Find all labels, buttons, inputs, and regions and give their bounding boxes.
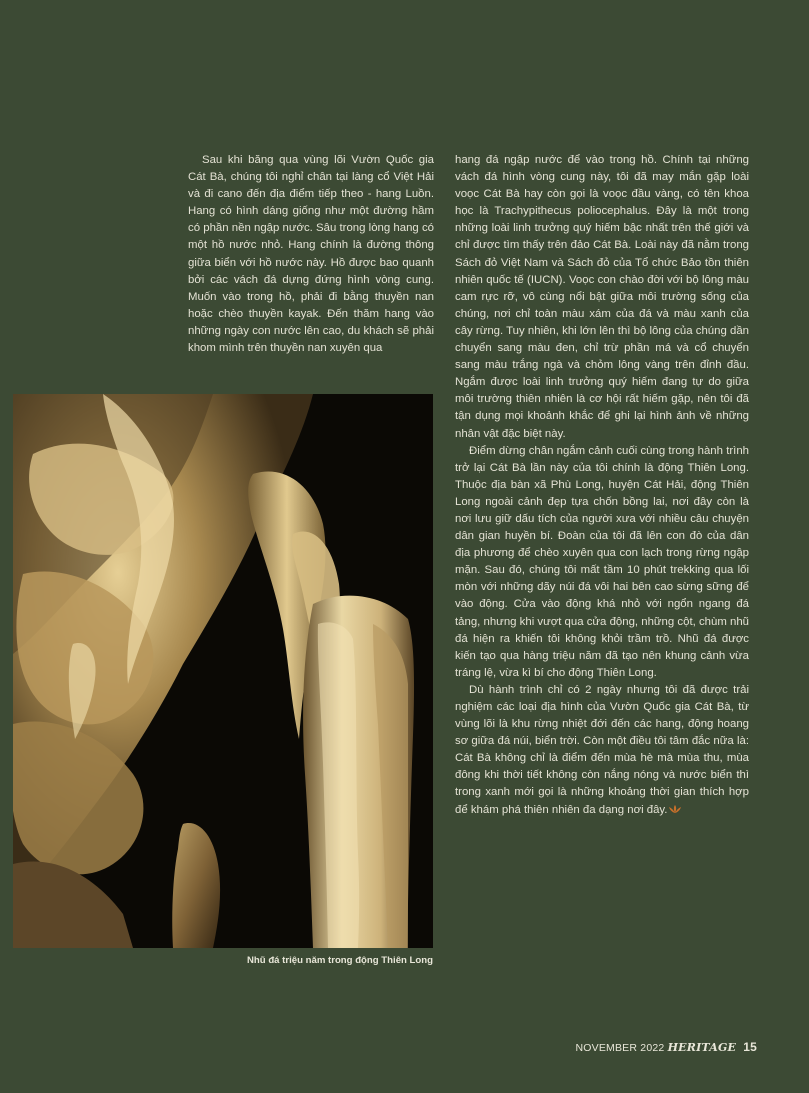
article-column-left	[188, 152, 434, 357]
article-paragraph-text: Dù hành trình chỉ có 2 ngày nhưng tôi đã được trải nghiệm các loại địa hình của Vườn Quốc gia Cát Bà, từ vùng lõi là khu rừng nhiệt đới đến các hang, động hoang sơ giữa đá núi, biển trời. Còn một điều tôi tâm đắc nữa là: Cát Bà không chỉ là điểm đến mùa hè mà mùa thu, mùa đông khi thời tiết không còn nắng nóng và nước biển thì trong xanh mới gọi là những khoảng thời gian thích hợp để khám phá thiên nhiên đa dạng nơi đây.	[455, 683, 749, 816]
lotus-end-mark-icon	[669, 805, 681, 814]
article-paragraph: Sau khi băng qua vùng lõi Vườn Quốc gia Cát Bà, chúng tôi nghỉ chân tại làng cổ Việt Hải và đi cano đến địa điểm tiếp theo - hang Luồn. Hang có hình dáng giống như một đường hầm có phần nền ngập nước. Sâu trong lòng hang có một hồ nước nhỏ. Hang chính là đường thông giữa biển với hồ nước này. Hồ được bao quanh bởi các vách đá dựng đứng hình vòng cung. Muốn vào trong hồ, phải đi bằng thuyền nan hoặc chèo thuyền kayak. Đến thăm hang vào những ngày con nước lên cao, du khách sẽ phải khom mình trên thuyền nan xuyên qua	[188, 154, 434, 355]
page-footer	[575, 1040, 757, 1054]
article-paragraph: hang đá ngập nước để vào trong hồ. Chính tại những vách đá hình vòng cung này, tôi đã may mắn gặp loài voọc Cát Bà hay còn gọi là voọc đầu vàng, có tên khoa học là Trachypithecus poliocephalus. Đây là một trong những loài linh trưởng quý hiếm bậc nhất trên thế giới và chỉ được tìm thấy trên đảo Cát Bà. Loài này đã nằm trong Sách đỏ Việt Nam và Sách đỏ của Tổ chức Bảo tồn thiên nhiên quốc tế (IUCN). Voọc con chào đời với bộ lông màu cam rực rỡ, vô cùng nổi bật giữa môi trường sống của chúng, nơi chỉ toàn màu xám của đá và màu xanh của cây rừng. Tuy nhiên, khi lớn lên thì bộ lông của chúng dần chuyển sang màu đen, chỉ trừ phần má và cổ chuyển sang màu trắng ngà và chỏm lông vàng trên đỉnh đầu. Ngắm được loài linh trưởng quý hiếm đang tự do giữa môi trường thiên nhiên là cơ hội rất hiếm gặp, nên tôi đã tận dụng mọi khoảnh khắc để ghi lại hình ảnh về những nhân vật đặc biệt này.	[455, 154, 749, 440]
article-paragraph: Điểm dừng chân ngắm cảnh cuối cùng trong hành trình trở lại Cát Bà lần này của tôi chính là động Thiên Long. Thuộc địa bàn xã Phù Long, huyện Cát Hải, động Thiên Long ngoài cảnh đẹp tựa chốn bồng lai, nơi đây còn là nơi lưu giữ dấu tích của người xưa với nhiều câu chuyện dân gian huyền bí. Đoàn của tôi đã lên con đò của dân địa phương để chèo xuyên qua con lạch trong rừng ngập mặn. Sau đó, chúng tôi mất tầm 10 phút trekking qua lối mòn với những dãy núi đá vôi hai bên cao sừng sững để vào động. Cửa vào động khá nhỏ với ngổn ngang đá tảng, nhưng khi vượt qua cửa động, những cột, chùm nhũ đá hiện ra khiến tôi không khỏi trầm trồ. Nhũ đá được kiến tạo qua hàng triệu năm đã tạo nên khung cảnh vừa tráng lệ, vừa kì bí cho động Thiên Long.	[455, 444, 749, 679]
cave-stalactite-photo	[13, 394, 433, 948]
page-number: 15	[743, 1040, 757, 1054]
photo-caption: Nhũ đá triệu năm trong động Thiên Long	[247, 955, 433, 966]
issue-date: NOVEMBER 2022	[575, 1042, 665, 1054]
article-column-right	[455, 152, 749, 819]
article-paragraph	[455, 682, 749, 819]
magazine-name: HERITAGE	[667, 1041, 737, 1054]
